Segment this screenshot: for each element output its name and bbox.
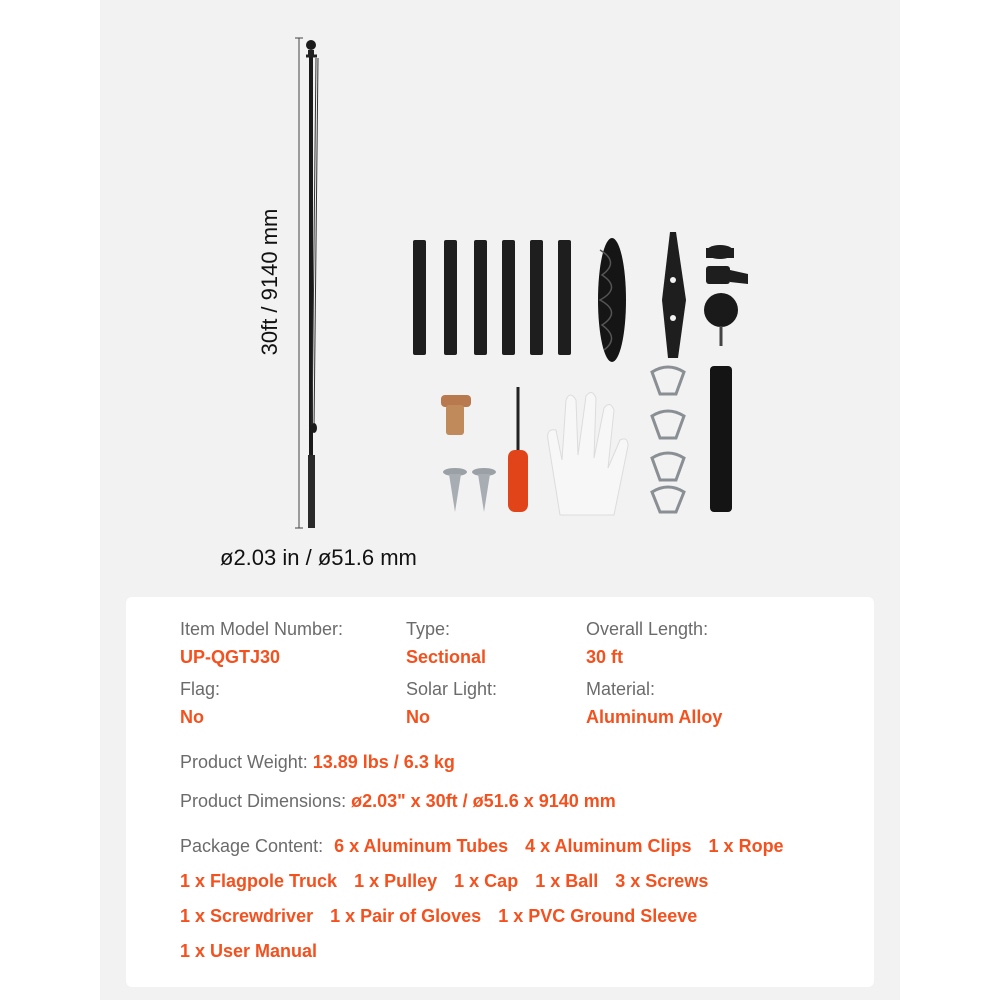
package-line-1	[180, 836, 796, 857]
length-dimension-line	[295, 38, 303, 528]
weight-value: 13.89 lbs / 6.3 kg	[312, 752, 455, 772]
package-item: 1 x Flagpole Truck	[180, 871, 338, 891]
type-value: Sectional	[406, 647, 487, 667]
rope-icon	[598, 238, 626, 362]
package-line-3	[180, 906, 709, 927]
package-item: 6 x Aluminum Tubes	[334, 836, 509, 856]
package-line-2	[180, 871, 720, 892]
aluminum-clips-icon	[652, 367, 684, 512]
model-label: Item Model Number:	[180, 619, 344, 639]
flag-value: No	[180, 707, 204, 727]
type-label: Type:	[406, 619, 451, 639]
screwdriver-icon	[508, 387, 528, 512]
overall-length-value: 30 ft	[586, 647, 624, 667]
pvc-ground-sleeve-icon	[710, 366, 732, 512]
package-item: 1 x Pulley	[354, 871, 438, 891]
package-item: 1 x Pair of Gloves	[330, 906, 482, 926]
flagpole-truck-icon	[662, 232, 686, 358]
overall-length-label: Overall Length:	[586, 619, 709, 639]
ball-icon	[704, 293, 738, 346]
flagpole-icon	[306, 40, 318, 528]
package-item: 4 x Aluminum Clips	[525, 836, 692, 856]
aluminum-tubes-icon	[413, 240, 571, 355]
package-label: Package Content:	[180, 836, 324, 856]
cap-icon	[706, 245, 734, 259]
package-item: 1 x Ball	[535, 871, 599, 891]
weight-label: Product Weight:	[180, 752, 308, 772]
diameter-dimension-label: ø2.03 in / ø51.6 mm	[220, 545, 417, 570]
package-item: 1 x PVC Ground Sleeve	[498, 906, 698, 926]
package-item: 1 x Cap	[454, 871, 519, 891]
dimensions-value: ø2.03" x 30ft / ø51.6 x 9140 mm	[351, 791, 616, 811]
dimensions-row	[180, 791, 616, 812]
pulley-icon	[706, 266, 748, 284]
flag-label: Flag:	[180, 679, 221, 699]
length-dimension-label: 30ft / 9140 mm	[257, 208, 282, 356]
solar-light-value: No	[406, 707, 430, 727]
package-item: 3 x Screws	[615, 871, 709, 891]
weight-row	[180, 752, 455, 773]
model-value: UP-QGTJ30	[180, 647, 281, 667]
package-item: 1 x Rope	[708, 836, 784, 856]
screws-icon	[441, 395, 496, 512]
material-label: Material:	[586, 679, 656, 699]
package-item: 1 x User Manual	[180, 941, 318, 961]
material-value: Aluminum Alloy	[586, 707, 723, 727]
dimensions-label: Product Dimensions:	[180, 791, 347, 811]
package-item: 1 x Screwdriver	[180, 906, 314, 926]
solar-light-label: Solar Light:	[406, 679, 498, 699]
package-line-4	[180, 941, 329, 962]
specs-card	[126, 597, 874, 987]
gloves-icon	[548, 392, 628, 515]
